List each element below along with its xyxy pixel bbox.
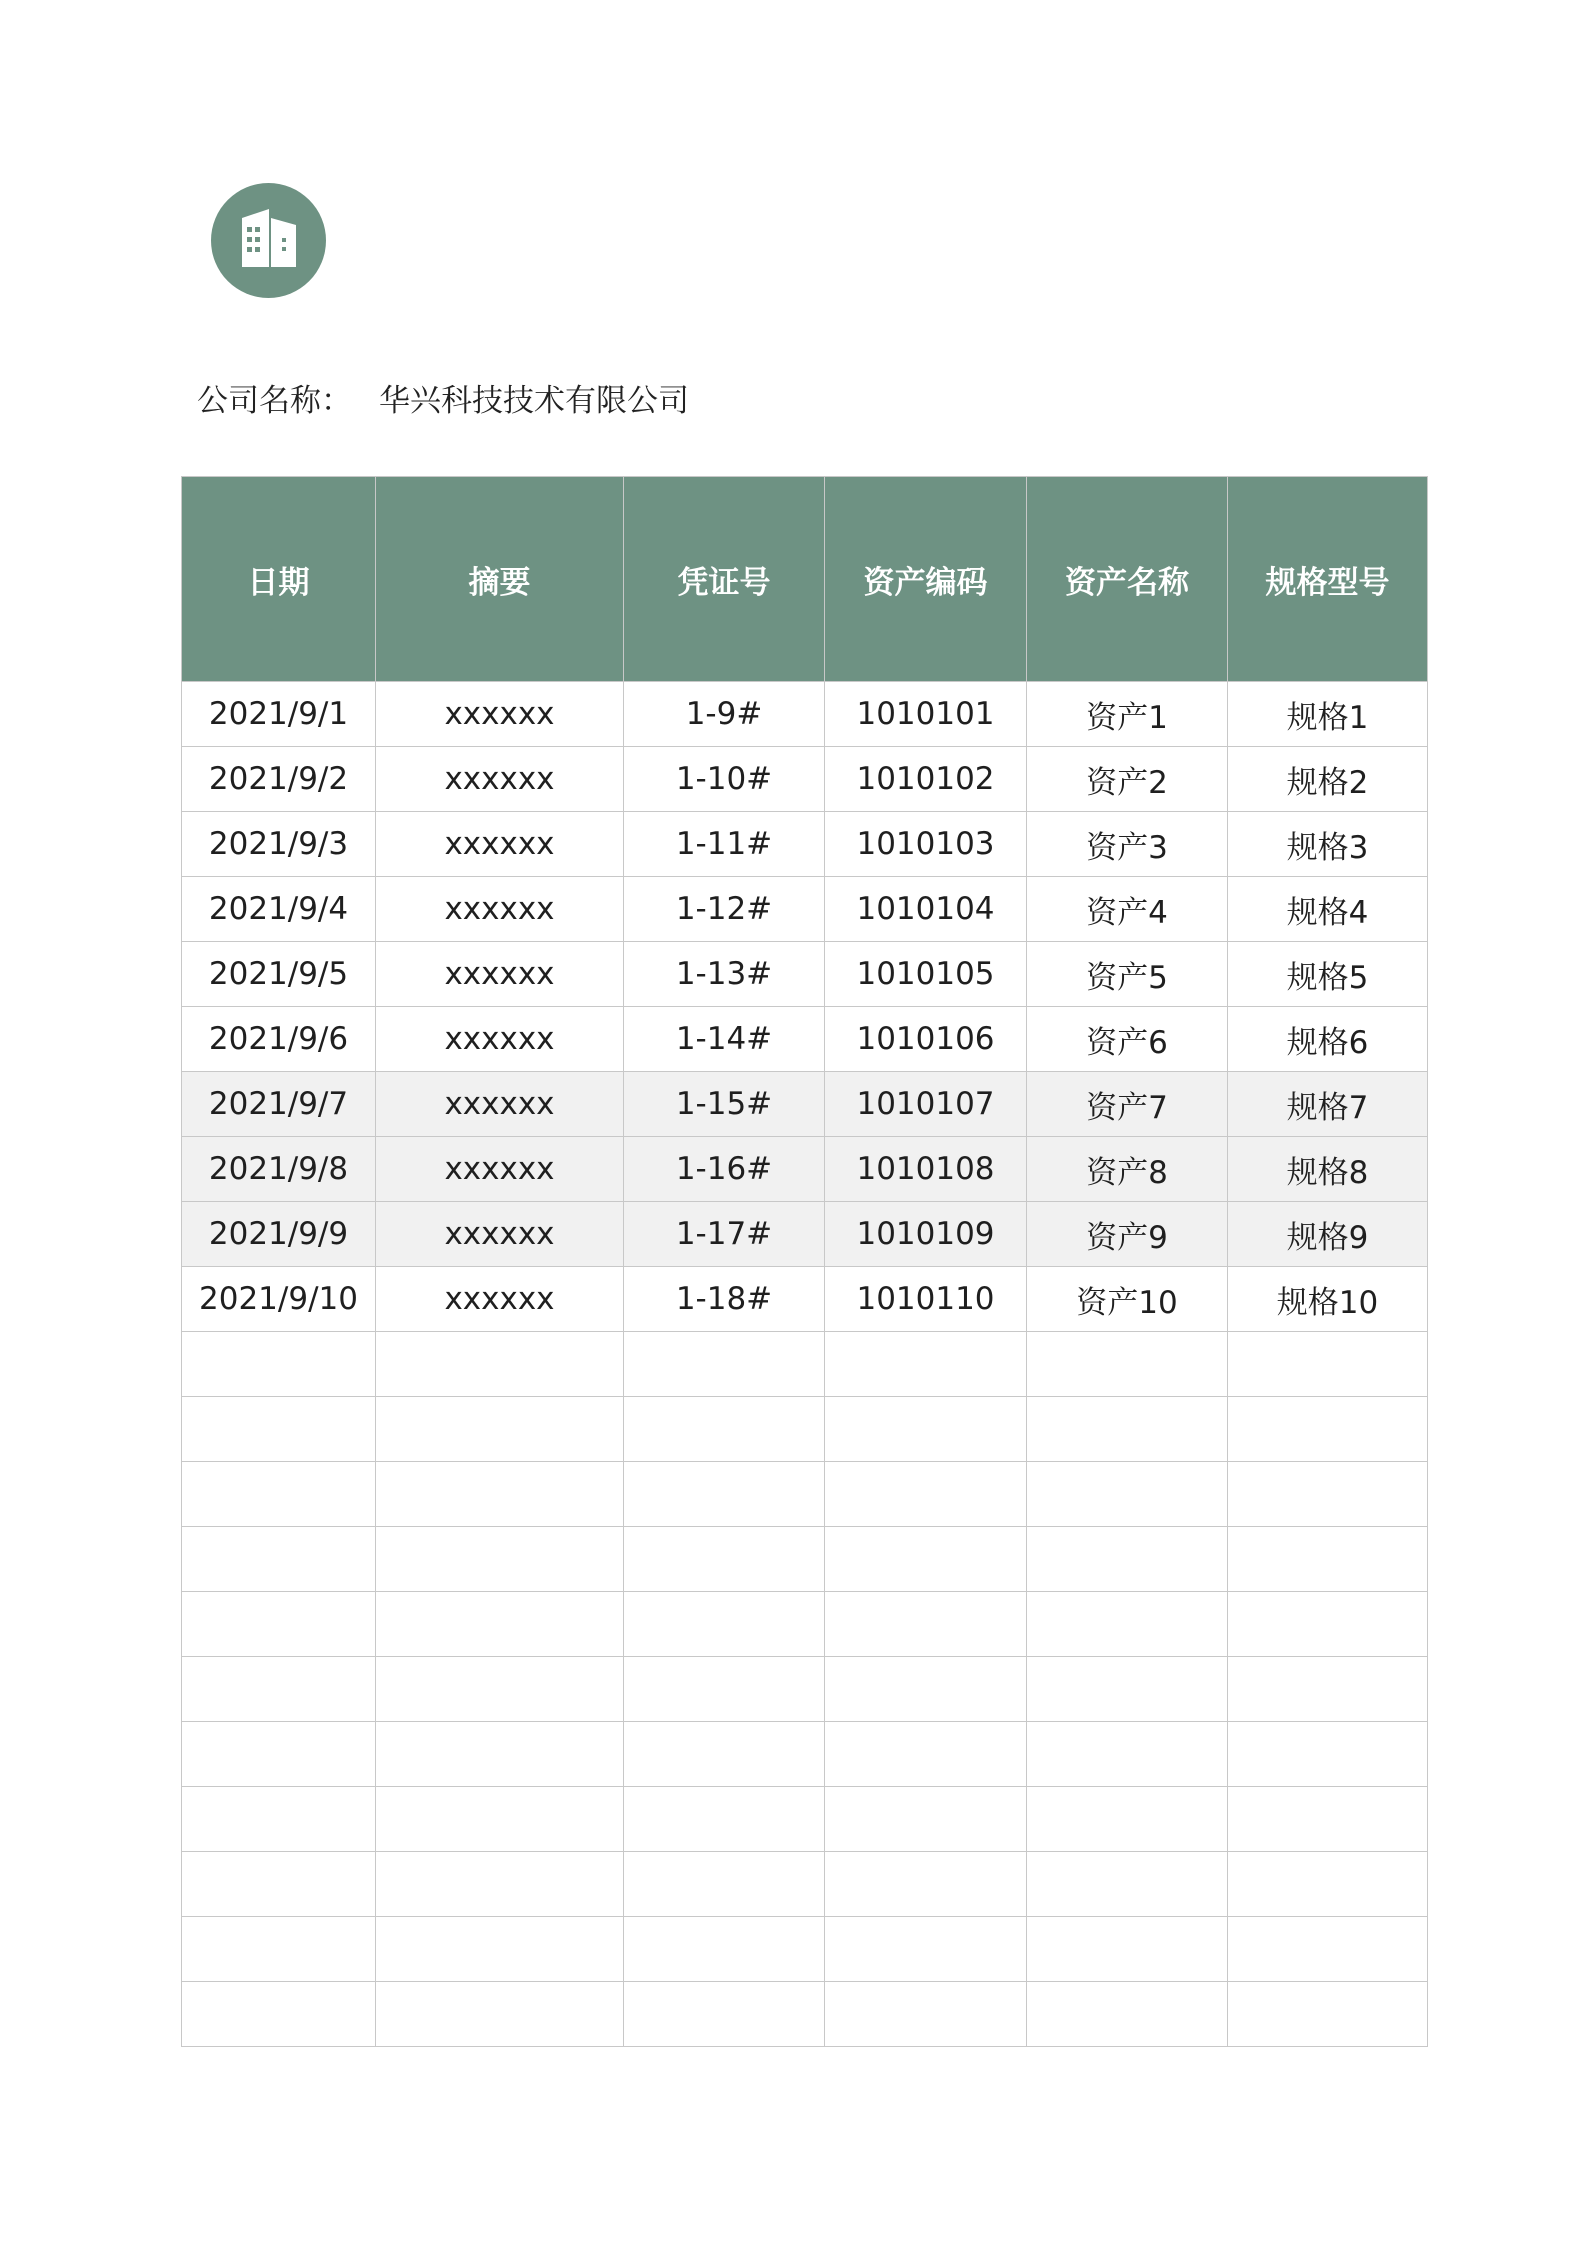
cell-date: 2021/9/3 bbox=[182, 812, 376, 877]
company-name: 华兴科技技术有限公司 bbox=[379, 382, 689, 419]
cell-summary: xxxxxx bbox=[376, 877, 624, 942]
company-logo bbox=[211, 183, 326, 298]
table-row bbox=[182, 1202, 1428, 1267]
empty-cell bbox=[1027, 1787, 1228, 1852]
cell-voucher-no: 1-17# bbox=[624, 1202, 825, 1267]
empty-cell bbox=[825, 1917, 1027, 1982]
cell-asset-name: 资产3 bbox=[1027, 812, 1228, 877]
empty-cell bbox=[1228, 1657, 1428, 1722]
empty-cell bbox=[182, 1982, 376, 2047]
cell-spec-model: 规格9 bbox=[1228, 1202, 1428, 1267]
asset-ledger-table bbox=[181, 476, 1428, 2047]
cell-summary: xxxxxx bbox=[376, 1007, 624, 1072]
empty-table-row bbox=[182, 1527, 1428, 1592]
empty-cell bbox=[825, 1527, 1027, 1592]
empty-cell bbox=[825, 1787, 1027, 1852]
empty-cell bbox=[182, 1592, 376, 1657]
empty-cell bbox=[624, 1722, 825, 1787]
empty-cell bbox=[624, 1917, 825, 1982]
empty-table-row bbox=[182, 1657, 1428, 1722]
empty-cell bbox=[825, 1982, 1027, 2047]
table-body bbox=[182, 682, 1428, 2047]
cell-date: 2021/9/6 bbox=[182, 1007, 376, 1072]
empty-table-row bbox=[182, 1982, 1428, 2047]
empty-cell bbox=[182, 1787, 376, 1852]
cell-date: 2021/9/1 bbox=[182, 682, 376, 747]
empty-cell bbox=[624, 1397, 825, 1462]
cell-spec-model: 规格5 bbox=[1228, 942, 1428, 1007]
empty-cell bbox=[624, 1787, 825, 1852]
cell-summary: xxxxxx bbox=[376, 682, 624, 747]
cell-voucher-no: 1-9# bbox=[624, 682, 825, 747]
empty-cell bbox=[1027, 1592, 1228, 1657]
empty-cell bbox=[182, 1462, 376, 1527]
cell-asset-code: 1010102 bbox=[825, 747, 1027, 812]
cell-asset-code: 1010107 bbox=[825, 1072, 1027, 1137]
table-row bbox=[182, 942, 1428, 1007]
empty-cell bbox=[624, 1982, 825, 2047]
empty-cell bbox=[624, 1592, 825, 1657]
empty-cell bbox=[182, 1657, 376, 1722]
empty-cell bbox=[1027, 1722, 1228, 1787]
cell-voucher-no: 1-14# bbox=[624, 1007, 825, 1072]
empty-cell bbox=[376, 1397, 624, 1462]
empty-table-row bbox=[182, 1397, 1428, 1462]
empty-cell bbox=[1228, 1397, 1428, 1462]
empty-cell bbox=[624, 1527, 825, 1592]
empty-cell bbox=[376, 1657, 624, 1722]
cell-summary: xxxxxx bbox=[376, 1267, 624, 1332]
cell-asset-code: 1010105 bbox=[825, 942, 1027, 1007]
cell-asset-name: 资产5 bbox=[1027, 942, 1228, 1007]
empty-cell bbox=[825, 1852, 1027, 1917]
cell-asset-name: 资产1 bbox=[1027, 682, 1228, 747]
empty-cell bbox=[376, 1787, 624, 1852]
table-row bbox=[182, 1007, 1428, 1072]
empty-cell bbox=[1228, 1917, 1428, 1982]
empty-cell bbox=[182, 1397, 376, 1462]
empty-cell bbox=[1027, 1462, 1228, 1527]
cell-date: 2021/9/2 bbox=[182, 747, 376, 812]
cell-summary: xxxxxx bbox=[376, 1137, 624, 1202]
cell-spec-model: 规格3 bbox=[1228, 812, 1428, 877]
empty-table-row bbox=[182, 1852, 1428, 1917]
table-row bbox=[182, 747, 1428, 812]
cell-spec-model: 规格2 bbox=[1228, 747, 1428, 812]
empty-cell bbox=[376, 1527, 624, 1592]
cell-date: 2021/9/10 bbox=[182, 1267, 376, 1332]
cell-spec-model: 规格8 bbox=[1228, 1137, 1428, 1202]
cell-date: 2021/9/5 bbox=[182, 942, 376, 1007]
empty-cell bbox=[182, 1852, 376, 1917]
empty-cell bbox=[1228, 1332, 1428, 1397]
empty-cell bbox=[624, 1332, 825, 1397]
empty-cell bbox=[376, 1852, 624, 1917]
cell-asset-name: 资产9 bbox=[1027, 1202, 1228, 1267]
table-row bbox=[182, 1072, 1428, 1137]
cell-asset-name: 资产8 bbox=[1027, 1137, 1228, 1202]
empty-cell bbox=[182, 1722, 376, 1787]
empty-cell bbox=[1228, 1722, 1428, 1787]
empty-cell bbox=[825, 1332, 1027, 1397]
empty-cell bbox=[825, 1462, 1027, 1527]
empty-cell bbox=[376, 1462, 624, 1527]
cell-date: 2021/9/9 bbox=[182, 1202, 376, 1267]
table-row bbox=[182, 682, 1428, 747]
header-summary: 摘要 bbox=[376, 477, 624, 682]
empty-table-row bbox=[182, 1787, 1428, 1852]
cell-summary: xxxxxx bbox=[376, 747, 624, 812]
cell-asset-code: 1010104 bbox=[825, 877, 1027, 942]
empty-cell bbox=[1027, 1332, 1228, 1397]
cell-asset-code: 1010106 bbox=[825, 1007, 1027, 1072]
cell-summary: xxxxxx bbox=[376, 942, 624, 1007]
empty-cell bbox=[1228, 1527, 1428, 1592]
table-header-row bbox=[182, 477, 1428, 682]
cell-spec-model: 规格4 bbox=[1228, 877, 1428, 942]
cell-asset-name: 资产2 bbox=[1027, 747, 1228, 812]
cell-asset-code: 1010109 bbox=[825, 1202, 1027, 1267]
empty-cell bbox=[1228, 1462, 1428, 1527]
cell-summary: xxxxxx bbox=[376, 812, 624, 877]
header-spec-model: 规格型号 bbox=[1228, 477, 1428, 682]
cell-voucher-no: 1-18# bbox=[624, 1267, 825, 1332]
empty-table-row bbox=[182, 1722, 1428, 1787]
empty-cell bbox=[376, 1917, 624, 1982]
cell-voucher-no: 1-10# bbox=[624, 747, 825, 812]
empty-cell bbox=[376, 1982, 624, 2047]
empty-cell bbox=[1027, 1397, 1228, 1462]
company-info bbox=[197, 372, 689, 422]
empty-cell bbox=[825, 1592, 1027, 1657]
empty-cell bbox=[1027, 1982, 1228, 2047]
building-icon bbox=[211, 183, 326, 298]
empty-cell bbox=[1228, 1852, 1428, 1917]
cell-asset-code: 1010103 bbox=[825, 812, 1027, 877]
cell-spec-model: 规格1 bbox=[1228, 682, 1428, 747]
empty-cell bbox=[1228, 1787, 1428, 1852]
cell-voucher-no: 1-15# bbox=[624, 1072, 825, 1137]
cell-spec-model: 规格10 bbox=[1228, 1267, 1428, 1332]
header-asset-name: 资产名称 bbox=[1027, 477, 1228, 682]
empty-cell bbox=[825, 1722, 1027, 1787]
empty-cell bbox=[1027, 1527, 1228, 1592]
empty-table-row bbox=[182, 1917, 1428, 1982]
empty-cell bbox=[376, 1332, 624, 1397]
cell-asset-code: 1010110 bbox=[825, 1267, 1027, 1332]
header-voucher-no: 凭证号 bbox=[624, 477, 825, 682]
empty-table-row bbox=[182, 1592, 1428, 1657]
cell-asset-name: 资产7 bbox=[1027, 1072, 1228, 1137]
empty-cell bbox=[1027, 1917, 1228, 1982]
cell-asset-code: 1010101 bbox=[825, 682, 1027, 747]
empty-cell bbox=[1228, 1592, 1428, 1657]
cell-date: 2021/9/4 bbox=[182, 877, 376, 942]
empty-cell bbox=[825, 1657, 1027, 1722]
empty-cell bbox=[376, 1722, 624, 1787]
cell-voucher-no: 1-11# bbox=[624, 812, 825, 877]
header-asset-code: 资产编码 bbox=[825, 477, 1027, 682]
cell-voucher-no: 1-16# bbox=[624, 1137, 825, 1202]
table-row bbox=[182, 1267, 1428, 1332]
empty-cell bbox=[182, 1332, 376, 1397]
cell-asset-name: 资产4 bbox=[1027, 877, 1228, 942]
empty-cell bbox=[182, 1527, 376, 1592]
cell-asset-code: 1010108 bbox=[825, 1137, 1027, 1202]
cell-spec-model: 规格6 bbox=[1228, 1007, 1428, 1072]
cell-asset-name: 资产10 bbox=[1027, 1267, 1228, 1332]
empty-cell bbox=[376, 1592, 624, 1657]
cell-voucher-no: 1-12# bbox=[624, 877, 825, 942]
empty-cell bbox=[1027, 1852, 1228, 1917]
empty-cell bbox=[1027, 1657, 1228, 1722]
empty-cell bbox=[825, 1397, 1027, 1462]
cell-summary: xxxxxx bbox=[376, 1072, 624, 1137]
cell-voucher-no: 1-13# bbox=[624, 942, 825, 1007]
empty-cell bbox=[624, 1657, 825, 1722]
empty-cell bbox=[624, 1462, 825, 1527]
cell-date: 2021/9/7 bbox=[182, 1072, 376, 1137]
header-date: 日期 bbox=[182, 477, 376, 682]
cell-asset-name: 资产6 bbox=[1027, 1007, 1228, 1072]
table-row bbox=[182, 1137, 1428, 1202]
empty-cell bbox=[1228, 1982, 1428, 2047]
table-row bbox=[182, 812, 1428, 877]
company-label: 公司名称： bbox=[197, 382, 352, 419]
empty-cell bbox=[182, 1917, 376, 1982]
empty-table-row bbox=[182, 1332, 1428, 1397]
cell-spec-model: 规格7 bbox=[1228, 1072, 1428, 1137]
empty-table-row bbox=[182, 1462, 1428, 1527]
table-row bbox=[182, 877, 1428, 942]
cell-summary: xxxxxx bbox=[376, 1202, 624, 1267]
cell-date: 2021/9/8 bbox=[182, 1137, 376, 1202]
empty-cell bbox=[624, 1852, 825, 1917]
